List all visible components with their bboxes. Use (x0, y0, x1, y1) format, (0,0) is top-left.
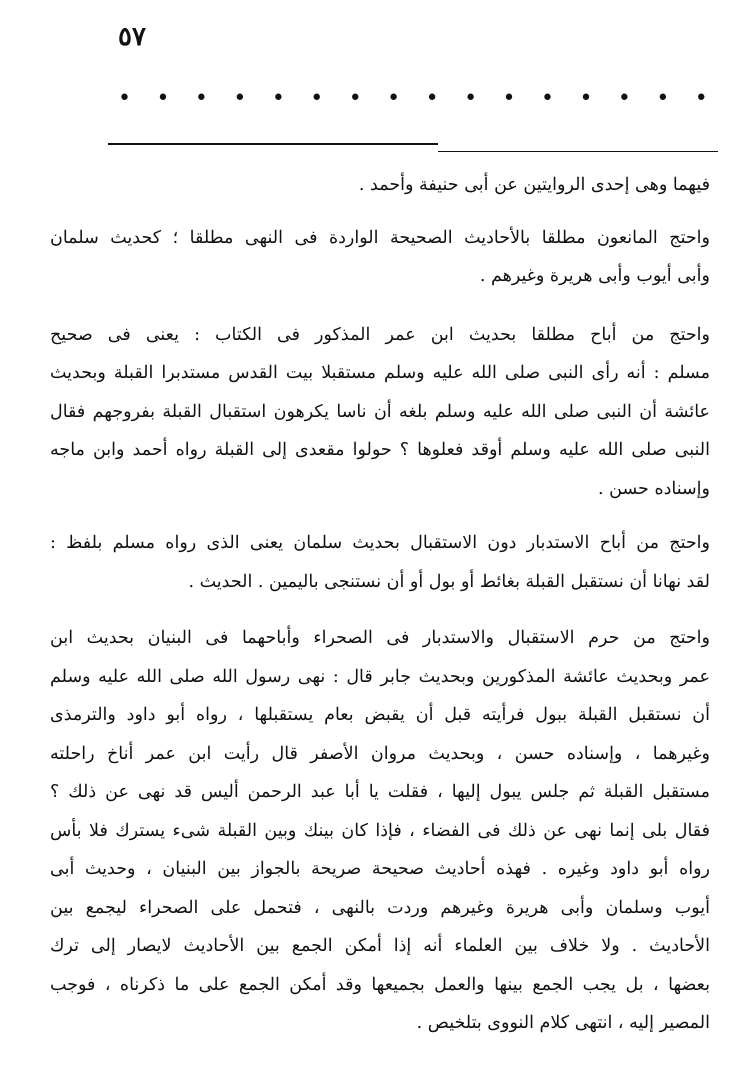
header-rule-right (438, 151, 718, 152)
dot: • (425, 86, 439, 111)
paragraph (50, 166, 710, 205)
dot: • (502, 86, 516, 111)
dot: • (464, 86, 478, 111)
dot: • (194, 86, 208, 111)
text-line: وغيرهما ، وإسناده حسن ، وبحديث مروان الأصفر قال رأيت ابن عمر أناخ راحلته (50, 743, 710, 764)
text-line: المصير إليه ، انتهى كلام النووى بتلخيص . (416, 1013, 710, 1033)
dot: • (271, 86, 285, 111)
text-line: الأحاديث . ولا خلاف بين العلماء أنه إذا أمكن الجمع بين الأحاديث لايصار إلى ترك (50, 936, 710, 956)
dot: • (579, 86, 593, 111)
dot: • (694, 86, 708, 111)
dot: • (310, 86, 324, 111)
dot: • (617, 86, 631, 111)
text-line: واحتج من حرم الاستقبال والاستدبار فى الصحراء وأباحهما فى البنيان بحديث ابن (50, 628, 710, 648)
dot: • (540, 86, 554, 111)
dotted-separator (118, 88, 708, 110)
text-line: النبى صلى الله عليه وسلم أوقد فعلوها ؟ حولوا مقعدى إلى القبلة رواه أحمد وابن ماجه (50, 440, 710, 460)
text-line: وإسناده حسن . (598, 478, 710, 499)
paragraph (50, 316, 710, 509)
paragraph (50, 524, 710, 601)
text-line: مسلم : أنه رأى النبى صلى الله عليه وسلم مستقبلا بيت القدس مستدبرا القبلة وبحديث (50, 363, 710, 383)
text-line: وأبى أيوب وأبى هريرة وغيرهم . (479, 266, 710, 286)
text-line: أن نستقبل القبلة ببول فرأيته قبل أن يقبض بعام يستقبلها ، رواه أبو داود والترمذى (50, 705, 710, 725)
dot: • (348, 86, 362, 111)
text-line: عائشة أن النبى صلى الله عليه وسلم بلغه أن ناسا يكرهون استقبال القبلة بفروجهم فقال (50, 401, 710, 422)
text-line: لقد نهانا أن نستقبل القبلة بغائط أو بول أو أن نستنجى باليمين . الحديث . (188, 571, 710, 592)
text-line: واحتج من أباح الاستدبار دون الاستقبال بحديث سلمان يعنى الذى رواه مسلم بلفظ : (50, 533, 710, 553)
text-line: فيهما وهى إحدى الروايتين عن أبى حنيفة وأحمد . (358, 175, 710, 195)
text-line: واحتج من أباح مطلقا بحديث ابن عمر المذكور فى الكتاب : يعنى فى صحيح (50, 324, 710, 345)
text-line: فقال بلى إنما نهى عن ذلك فى الفضاء ، فإذا كان بينك وبين القبلة شىء يسترك فلا بأس (50, 820, 710, 841)
text-line: مستقبل القبلة ثم جلس يبول إليها ، فقلت يا أبا عبد الرحمن أليس قد نهى عن ذلك ؟ (50, 782, 710, 802)
dot: • (118, 86, 131, 111)
body-text (50, 166, 710, 1061)
text-line: بعضها ، بل يجب الجمع بينها والعمل بجميعها وقد أمكن الجمع على ما ذكرناه ، فوجب (50, 974, 710, 995)
text-line: رواه أبو داود وغيره . فهذه أحاديث صحيحة صريحة بالجواز بين البنيان ، وحديث أبى (50, 859, 710, 879)
paragraph (50, 219, 710, 296)
dot: • (156, 86, 170, 111)
dot: • (233, 86, 247, 111)
page-number: ٥٧ (118, 22, 146, 52)
header-rule-left (108, 143, 438, 145)
dot: • (656, 86, 670, 111)
paragraph (50, 619, 710, 1043)
text-line: واحتج المانعون مطلقا بالأحاديث الصحيحة الواردة فى النهى مطلقا ؛ كحديث سلمان (50, 227, 710, 248)
text-line: أيوب وسلمان وأبى هريرة وغيرهم وردت بالنهى ، فتحمل على الصحراء ليجمع بين (50, 897, 710, 918)
dot: • (387, 86, 401, 111)
text-line: عمر وبحديث عائشة المذكورين وبحديث جابر قال : نهى رسول الله صلى الله عليه وسلم (50, 666, 710, 687)
